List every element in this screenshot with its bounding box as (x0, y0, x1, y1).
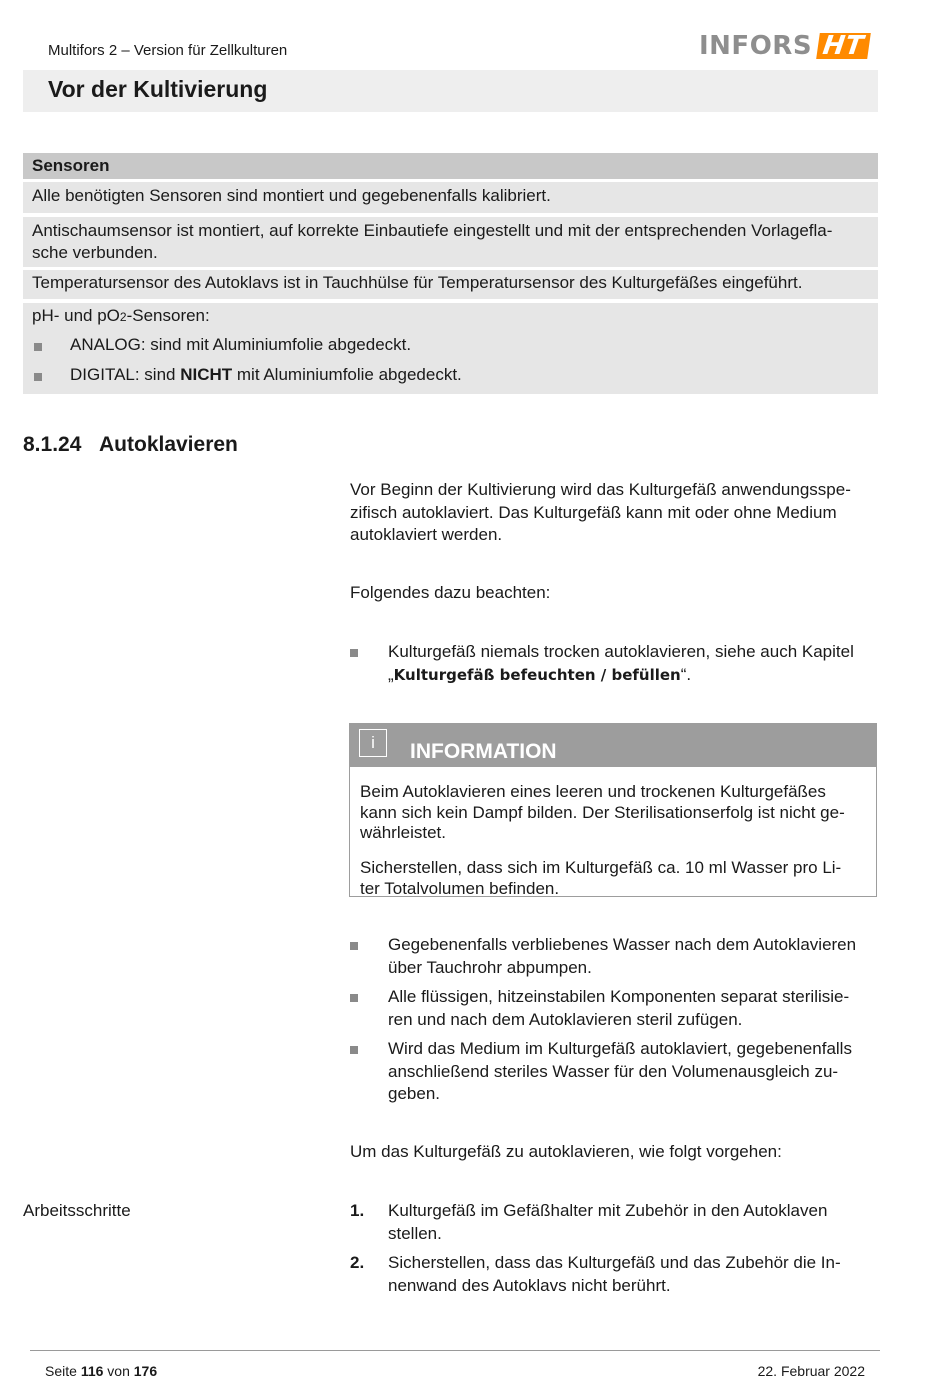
procedure-intro: Um das Kulturgefäß zu autoklavieren, wie folgt vorgehen: (350, 1142, 782, 1161)
page-number: 116 (80, 1363, 104, 1379)
step-text (388, 1200, 878, 1245)
text-span: -Sensoren: (126, 306, 210, 325)
table-cell-line: sche verbunden. (32, 243, 158, 262)
information-paragraph (360, 782, 866, 844)
text-line: Alle flüssigen, hitzeinstabilen Komponenten separat sterilisie- (388, 987, 850, 1006)
list-item-text (388, 1038, 878, 1106)
procedure-step (350, 1200, 878, 1246)
section-title: Vor der Kultivierung (48, 76, 268, 102)
text-line: stellen. (388, 1223, 442, 1243)
emphasis: NICHT (180, 365, 233, 384)
step-number: 2. (350, 1253, 365, 1272)
text-line: Kulturgefäß im Gefäßhalter mit Zubehör in den Autoklaven (388, 1201, 828, 1220)
text-span: von (107, 1363, 130, 1379)
company-logo (699, 30, 869, 62)
page-indicator (45, 1363, 157, 1379)
bullet-square-icon (350, 994, 358, 1002)
text-span: mit Aluminiumfolie abgedeckt. (232, 365, 462, 384)
table-cell: Temperatursensor des Autoklavs ist in Tauchhülse für Temperatursensor des Kulturgefäßes eingeführt. (32, 273, 803, 292)
list-item (350, 934, 878, 980)
quote-mark: „ (388, 664, 394, 684)
text-line: ren und nach dem Autoklavieren steril zufügen. (388, 1009, 743, 1029)
table-cell: Alle benötigten Sensoren sind montiert und gegebenenfalls kalibriert. (32, 186, 551, 205)
text-span: DIGITAL: sind (70, 365, 181, 384)
list-item-text (388, 641, 878, 686)
text-line: über Tauchrohr abpumpen. (388, 957, 592, 977)
table-cell-line: Antischaumsensor ist montiert, auf korrekte Einbautiefe eingestellt und mit der entsprechenden Vorlagefla- (32, 221, 833, 240)
section-heading (23, 433, 238, 457)
section-heading-title: Autoklavieren (99, 433, 238, 456)
text-span: pH- und pO (32, 306, 120, 325)
text-line: Wird das Medium im Kulturgefäß autoklaviert, gegebenenfalls (388, 1039, 852, 1058)
table-row (23, 217, 878, 267)
information-header (350, 724, 876, 767)
information-title: INFORMATION (410, 740, 557, 763)
bullet-square-icon (350, 1046, 358, 1054)
note-paragraph: Folgendes dazu beachten: (350, 583, 551, 602)
text-line: Vor Beginn der Kultivierung wird das Kulturgefäß anwendungsspe- (350, 480, 851, 499)
section-number: 8.1.24 (23, 433, 82, 456)
step-number: 1. (350, 1201, 365, 1220)
text-line: Gegebenenfalls verbliebenes Wasser nach dem Autoklavieren (388, 935, 857, 954)
procedure-step (350, 1252, 878, 1298)
text-line: Sicherstellen, dass sich im Kulturgefäß ca. 10 ml Wasser pro Li- (360, 858, 842, 877)
text-span: Seite (45, 1363, 77, 1379)
text-line: geben. (388, 1084, 440, 1103)
list-item (350, 641, 878, 687)
chapter-reference-link[interactable]: Kulturgefäß befeuchten / befüllen (393, 665, 681, 684)
text-line: Kulturgefäß niemals trocken autoklavieren, siehe auch Kapitel (388, 642, 854, 661)
bullet-square-icon (350, 942, 358, 950)
logo-wordmark: INFORS (699, 31, 813, 61)
quote-mark: “. (680, 664, 692, 684)
table-header (23, 153, 878, 179)
step-text (388, 1252, 878, 1297)
bullet-square-icon (350, 649, 358, 657)
page-total: 176 (133, 1363, 158, 1379)
footer-divider (30, 1350, 880, 1351)
table-row (23, 270, 878, 299)
information-paragraph (360, 858, 866, 899)
table-cell (32, 220, 868, 264)
sensor-checklist-table (23, 153, 878, 394)
table-row (23, 303, 878, 394)
text-line: kann sich kein Dampf bilden. Der Sterilisationserfolg ist nicht ge- (360, 802, 845, 822)
list-item-text (388, 934, 878, 979)
list-item-text (388, 986, 878, 1031)
text-line: Sicherstellen, dass das Kulturgefäß und das Zubehör die In- (388, 1253, 841, 1272)
bullet-digital (70, 364, 868, 386)
subscript: 2 (119, 310, 127, 324)
text-line: nenwand des Autoklavs nicht berührt. (388, 1275, 671, 1295)
text-line: Beim Autoklavieren eines leeren und trockenen Kulturgefäßes (360, 782, 826, 801)
document-title: Multifors 2 – Version für Zellkulturen (48, 42, 288, 59)
bullet-analog: ANALOG: sind mit Aluminiumfolie abgedeckt. (70, 335, 412, 354)
logo-mark: HT (816, 33, 870, 59)
table-heading: Sensoren (32, 156, 110, 175)
information-box (349, 723, 877, 897)
text-line (388, 664, 878, 687)
list-item (350, 986, 878, 1032)
text-line: autoklaviert werden. (350, 525, 503, 544)
text-line: zifisch autoklaviert. Das Kulturgefäß kann mit oder ohne Medium (350, 502, 837, 522)
text-line: ter Totalvolumen befinden. (360, 878, 560, 898)
info-icon: i (359, 729, 387, 757)
list-item (350, 1038, 878, 1106)
bullet-square-icon (34, 373, 42, 381)
steps-label: Arbeitsschritte (23, 1201, 131, 1220)
intro-paragraph (350, 479, 878, 547)
bullet-square-icon (34, 343, 42, 351)
text-line: währleistet. (360, 823, 446, 842)
table-row (23, 182, 878, 213)
footer-date: 22. Februar 2022 (757, 1363, 865, 1379)
table-cell (32, 305, 868, 328)
text-line: anschließend steriles Wasser für den Volumenausgleich zu- (388, 1061, 839, 1081)
